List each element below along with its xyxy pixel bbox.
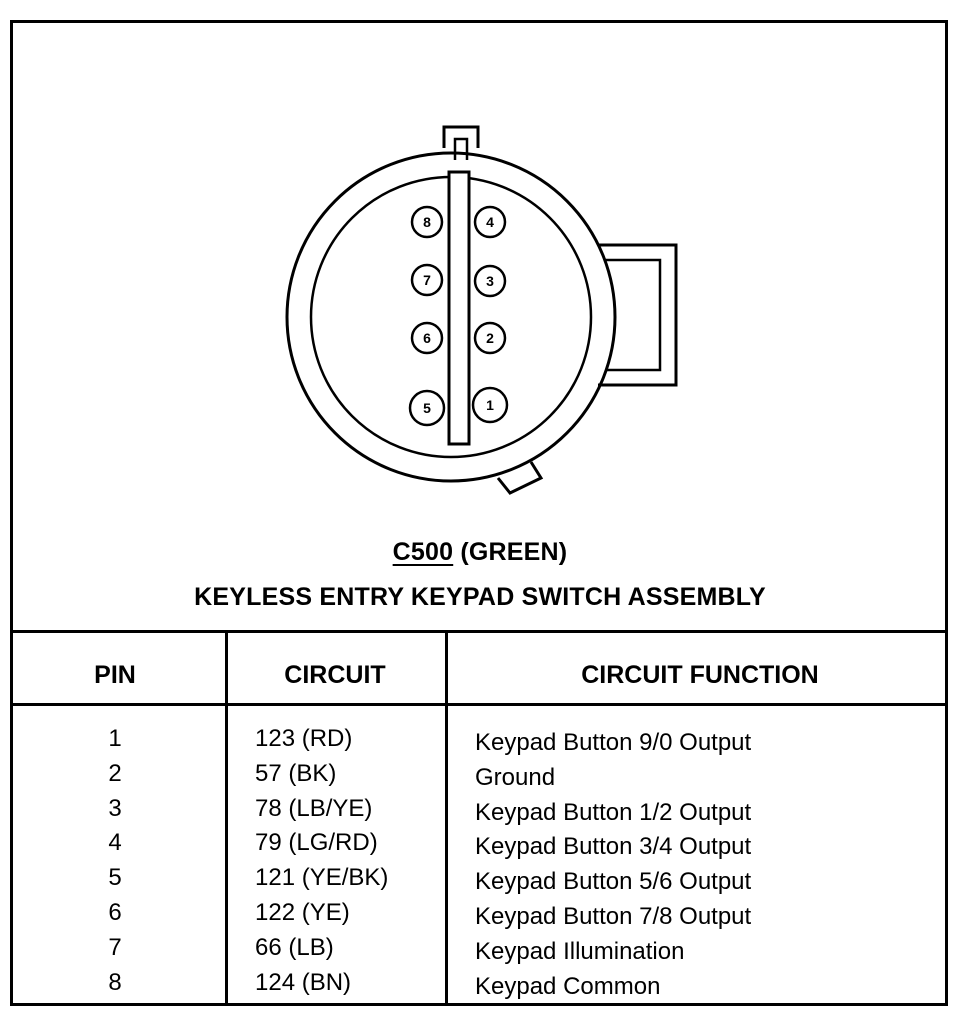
table-cell-function: Keypad Button 7/8 Output xyxy=(475,902,752,930)
pin-cavity-4 xyxy=(475,207,505,237)
table-cell-function: Keypad Button 9/0 Output xyxy=(475,729,752,756)
table-cell-pin: 1 xyxy=(108,725,122,752)
connector-side-lock xyxy=(598,245,676,385)
pin-number-label: 3 xyxy=(486,273,494,289)
table-cell-pin: 7 xyxy=(108,933,122,961)
table-cell-pin: 5 xyxy=(108,864,122,892)
table-cell-circuit: 79 (LG/RD) xyxy=(255,829,378,857)
table-cell-circuit: 124 (BN) xyxy=(255,968,352,996)
table-cell-function: Keypad Button 3/4 Output xyxy=(475,833,752,861)
header-circuit-function: CIRCUIT FUNCTION xyxy=(581,661,819,689)
table-cell-circuit: 57 (BK) xyxy=(255,759,337,787)
table-cell-pin: 3 xyxy=(108,794,122,822)
table-cell-circuit: 122 (YE) xyxy=(255,898,350,926)
pin-number-label: 5 xyxy=(423,400,431,416)
table-header-divider xyxy=(10,703,948,706)
table-column-divider xyxy=(225,630,228,1006)
pin-number-label: 6 xyxy=(423,330,431,346)
header-pin: PIN xyxy=(94,661,136,689)
assembly-name: KEYLESS ENTRY KEYPAD SWITCH ASSEMBLY xyxy=(194,583,766,611)
pin-cavity-7 xyxy=(412,265,442,295)
table-cell-pin: 4 xyxy=(108,829,122,857)
pin-cavity-2 xyxy=(475,323,505,353)
connector-center-divider xyxy=(449,172,469,444)
table-cell-function: Keypad Illumination xyxy=(475,937,685,965)
pin-cavity-8 xyxy=(412,207,442,237)
table-column-divider xyxy=(445,630,448,1006)
table-cell-function: Keypad Common xyxy=(475,972,661,1000)
header-circuit: CIRCUIT xyxy=(284,661,386,689)
pin-number-label: 8 xyxy=(423,214,431,230)
connector-code: C500 xyxy=(392,538,454,566)
table-cell-function: Ground xyxy=(475,763,556,791)
table-cell-circuit: 123 (RD) xyxy=(255,725,353,752)
table-cell-function: Keypad Button 5/6 Output xyxy=(475,868,752,896)
pin-number-label: 4 xyxy=(486,214,494,230)
table-cell-pin: 8 xyxy=(108,968,122,996)
connector-title xyxy=(0,538,960,567)
connector-color: (GREEN) xyxy=(460,538,568,566)
table-cell-circuit: 121 (YE/BK) xyxy=(255,864,389,892)
table-cell-circuit: 78 (LB/YE) xyxy=(255,794,373,822)
pin-number-label: 7 xyxy=(423,272,431,288)
circuit-column xyxy=(255,722,445,1000)
pin-cavity-1 xyxy=(473,388,507,422)
table-cell-pin: 6 xyxy=(108,898,122,926)
table-cell-function: Keypad Button 1/2 Output xyxy=(475,798,752,826)
pin-number-label: 2 xyxy=(486,330,494,346)
table-cell-pin: 2 xyxy=(108,759,122,787)
pin-number-label: 1 xyxy=(486,397,494,413)
pin-cavity-5 xyxy=(410,391,444,425)
table-top-border xyxy=(10,630,948,633)
table-cell-circuit: 66 (LB) xyxy=(255,933,334,961)
pin-column xyxy=(60,722,170,1000)
function-column xyxy=(475,726,945,1004)
connector-latch-tab xyxy=(444,127,478,148)
pin-cavity-6 xyxy=(412,323,442,353)
pin-cavity-3 xyxy=(475,266,505,296)
